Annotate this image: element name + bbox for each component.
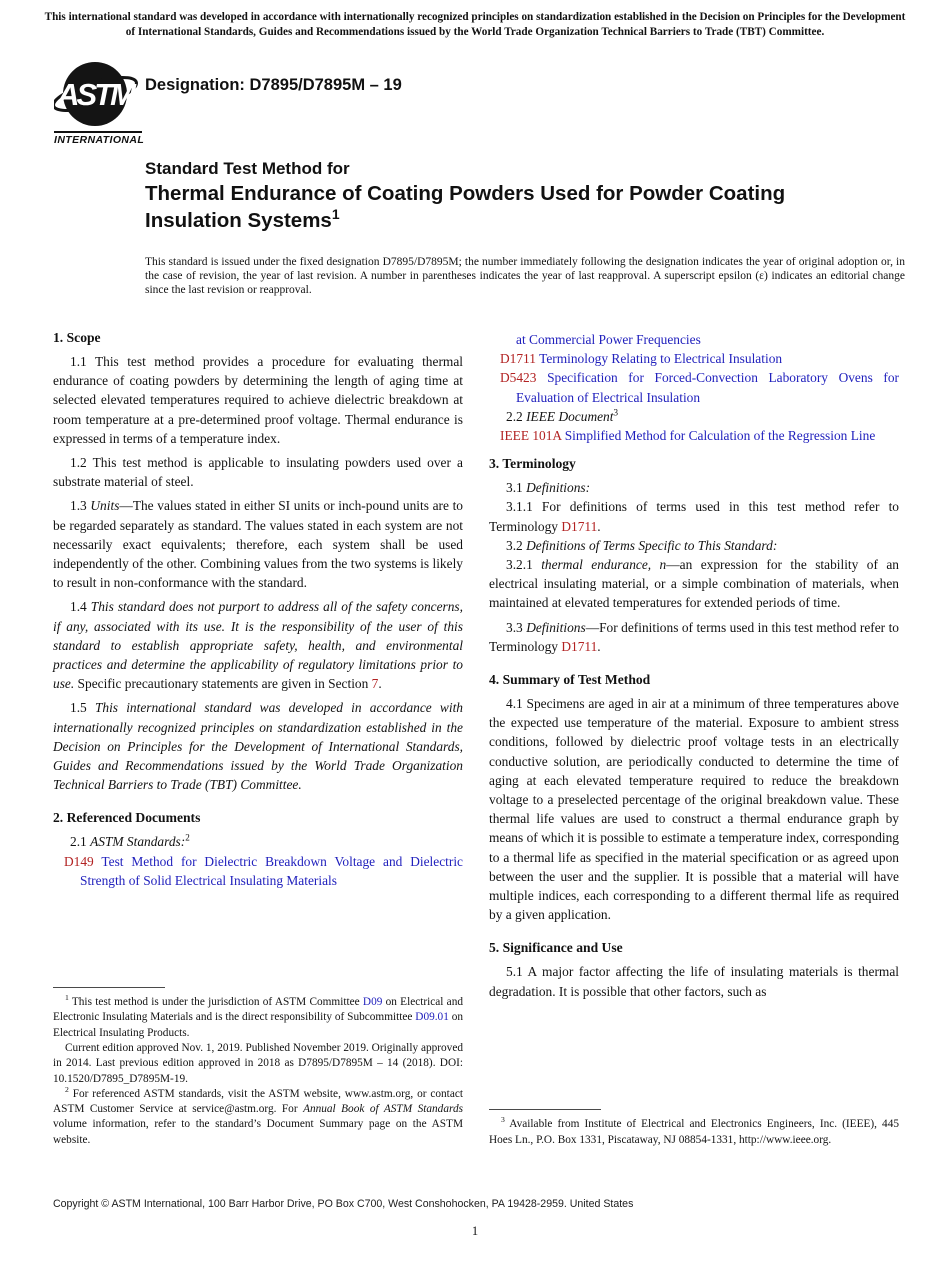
reference-d149-continuation	[489, 330, 899, 349]
para-1-3: 1.3 Units—The values stated in either SI units or inch-pound units are to be regarded separately as standard. The values stated in each system are not necessarily exact equivalents; therefore, each system shall be used independently of the other. Combining values from the two systems is likely to result in non-conformance with the standard.	[53, 498, 463, 591]
designation: Designation: D7895/D7895M – 19	[145, 76, 402, 94]
footnote-1: $^1$ This test method is under the jurisdiction of ASTM Committee D09 on Electrical and Electronic Insulating Materials and is the direct responsibility of Subcommittee D09.01 on Electrical Insulating Products.	[53, 993, 464, 1039]
para-1-2: 1.2 This test method is applicable to insulating powders used over a substrate material of steel.	[53, 455, 463, 490]
footnote-divider-left	[53, 987, 165, 988]
link-d09-01[interactable]: D09.01	[415, 1011, 449, 1024]
section-heading-scope: 1. Scope	[53, 330, 101, 345]
section-heading-summary: 4. Summary of Test Method	[489, 672, 651, 688]
right-footnotes	[489, 1109, 899, 1148]
footnote-3: $^3$ Available from Institute of Electrical and Electronics Engineers, Inc. (IEEE), 445 Hoes Ln., P.O. Box 1331, Piscataway, NJ 08854-1331, http://www.ieee.org.	[489, 1115, 899, 1146]
para-4-1: 4.1 Specimens are aged in air at a minimum of three temperatures above the expected use temperature of the material. Exposure to ambient stress conditions, followed by dielectric proof voltage tests in an electrically conductive solution, are periodically conducted to determine the time of aging at each elevated temperature required to reduce the breakdown voltage to a preselected percentage of the original breakdown value. These thermal life values are used to construct a thermal endurance graph by means of which it is possible to estimate a temperature index, corresponding to a thermal life as specified in the material specification or as agreed upon between the user and the supplier. It is possible that a material will have multiple indices, each corresponding to a different thermal life as required by a given application.	[489, 696, 899, 923]
link-d149-title[interactable]: Test Method for Dielectric Breakdown Voltage and Dielectric Strength of Solid Electrical Insulating Materials	[80, 853, 463, 888]
astm-globe-icon	[54, 58, 138, 130]
para-1-5: 1.5 This international standard was developed in accordance with internationally recognized principles on standardization established in the Decision on Principles for the Development of International Standards, Guides and Recommendations issued by the World Trade Organization Technical Barriers to Trade (TBT) Committee.	[53, 700, 463, 793]
section-heading-referenced-documents: 2. Referenced Documents	[53, 810, 201, 826]
section-heading-significance: 5. Significance and Use	[489, 940, 623, 956]
link-ieee-101a[interactable]: IEEE 101A	[500, 428, 562, 444]
para-3-3: 3.3 Definitions—For definitions of terms used in this test method refer to Terminology D1711.	[489, 619, 899, 654]
link-d5423-title[interactable]: Specification for Forced-Convection Laboratory Ovens for Evaluation of Electrical Insulation	[516, 370, 899, 405]
para-2-2: 2.2 IEEE Document$^3$	[506, 407, 619, 424]
reference-d1711	[489, 349, 899, 368]
link-section-7[interactable]: 7	[371, 676, 379, 692]
footnote-divider-right	[489, 1109, 601, 1110]
copyright-line: Copyright © ASTM International, 100 Barr Harbor Drive, PO Box C700, West Conshohocken, PA 19428-2959. United States	[53, 1198, 634, 1210]
footnote-1-edition: Current edition approved Nov. 1, 2019. Published November 2019. Originally approved in 2014. Last previous edition approved in 2018 as D7895/D7895M – 14 (2018). DOI: 10.1520/D7895_D7895M-19.	[53, 1041, 463, 1085]
link-d1711-title[interactable]: Terminology Relating to Electrical Insulation	[539, 351, 783, 367]
right-column	[489, 330, 899, 1148]
astm-logo	[54, 58, 145, 146]
para-1-4: 1.4 This standard does not purport to address all of the safety concerns, if any, associated with its use. It is the responsibility of the user of this standard to establish appropriate safety, health, and environmental practices and determine the applicability of regulatory limitations prior to use. Specific precautionary statements are given in Section 7.	[53, 599, 463, 692]
para-3-1-1: 3.1.1 For definitions of terms used in this test method refer to Terminology D1711.	[489, 499, 899, 534]
svg-text:ASTM: ASTM	[57, 77, 133, 112]
link-ieee-101a-title[interactable]: Simplified Method for Calculation of the Regression Line	[564, 428, 876, 444]
reference-d5423	[489, 368, 899, 406]
link-d149[interactable]: D149	[64, 853, 94, 869]
left-footnotes	[53, 987, 463, 1148]
para-2-1: 2.1 ASTM Standards:$^2$	[70, 833, 190, 850]
para-3-2-1: 3.2.1 thermal endurance, n—an expression for the stability of an electrical insulating material, or a simple combination of materials, when maintained at elevated temperatures for extended periods of time.	[489, 557, 899, 611]
para-3-1: 3.1 Definitions:	[506, 480, 591, 496]
para-1-1: 1.1 This test method provides a procedure for evaluating thermal endurance of coating powders by determining the length of aging time at selected elevated temperatures required to achieve dielectric breakdown at room temperature at a pre-determined proof voltage. Thermal endurance is expressed in terms of a temperature index.	[53, 354, 463, 446]
issue-note: This standard is issued under the fixed designation D7895/D7895M; the number immediately following the designation indicates the year of original adoption or, in the case of revision, the year of last revision. A number in parentheses indicates the year of last reapproval. A superscript epsilon (ε) indicates an editorial change since the last revision or reapproval.	[145, 256, 905, 296]
astm-logo-subtext: INTERNATIONAL	[54, 131, 142, 146]
link-d5423[interactable]: D5423	[500, 370, 537, 386]
title-kicker: Standard Test Method for	[145, 159, 350, 178]
document-title	[145, 156, 800, 234]
page-number: 1	[471, 1224, 479, 1238]
reference-ieee-101a	[489, 426, 899, 445]
link-d1711-ref1[interactable]: D1711	[561, 518, 598, 534]
tbt-notice: This international standard was developed in accordance with internationally recognized principles on standardization established in the Decision on Principles for the Development of International Standards, Guides and Recommendations issued by the World Trade Organization Technical Barriers to Trade (TBT) Committee.	[44, 11, 906, 38]
left-column	[53, 330, 463, 1148]
section-heading-terminology: 3. Terminology	[489, 456, 576, 472]
body-columns	[53, 330, 899, 1148]
title-main: Thermal Endurance of Coating Powders Used for Powder Coating Insulation Systems$^1$	[145, 182, 786, 232]
para-5-1: 5.1 A major factor affecting the life of insulating materials is thermal degradation. It is possible that other factors, such as	[489, 964, 899, 999]
link-d149-title-cont[interactable]: at Commercial Power Frequencies	[516, 332, 701, 347]
link-d09[interactable]: D09	[362, 996, 383, 1009]
link-d1711-ref2[interactable]: D1711	[561, 638, 598, 654]
para-3-2: 3.2 Definitions of Terms Specific to This Standard:	[506, 537, 778, 553]
reference-d149	[53, 852, 463, 890]
link-d1711[interactable]: D1711	[500, 351, 536, 367]
footnote-2: $^2$ For referenced ASTM standards, visit the ASTM website, www.astm.org, or contact ASTM Customer Service at service@astm.org. For Annual Book of ASTM Standards volume information, refer to the standard’s Document Summary page on the ASTM website.	[53, 1085, 463, 1146]
